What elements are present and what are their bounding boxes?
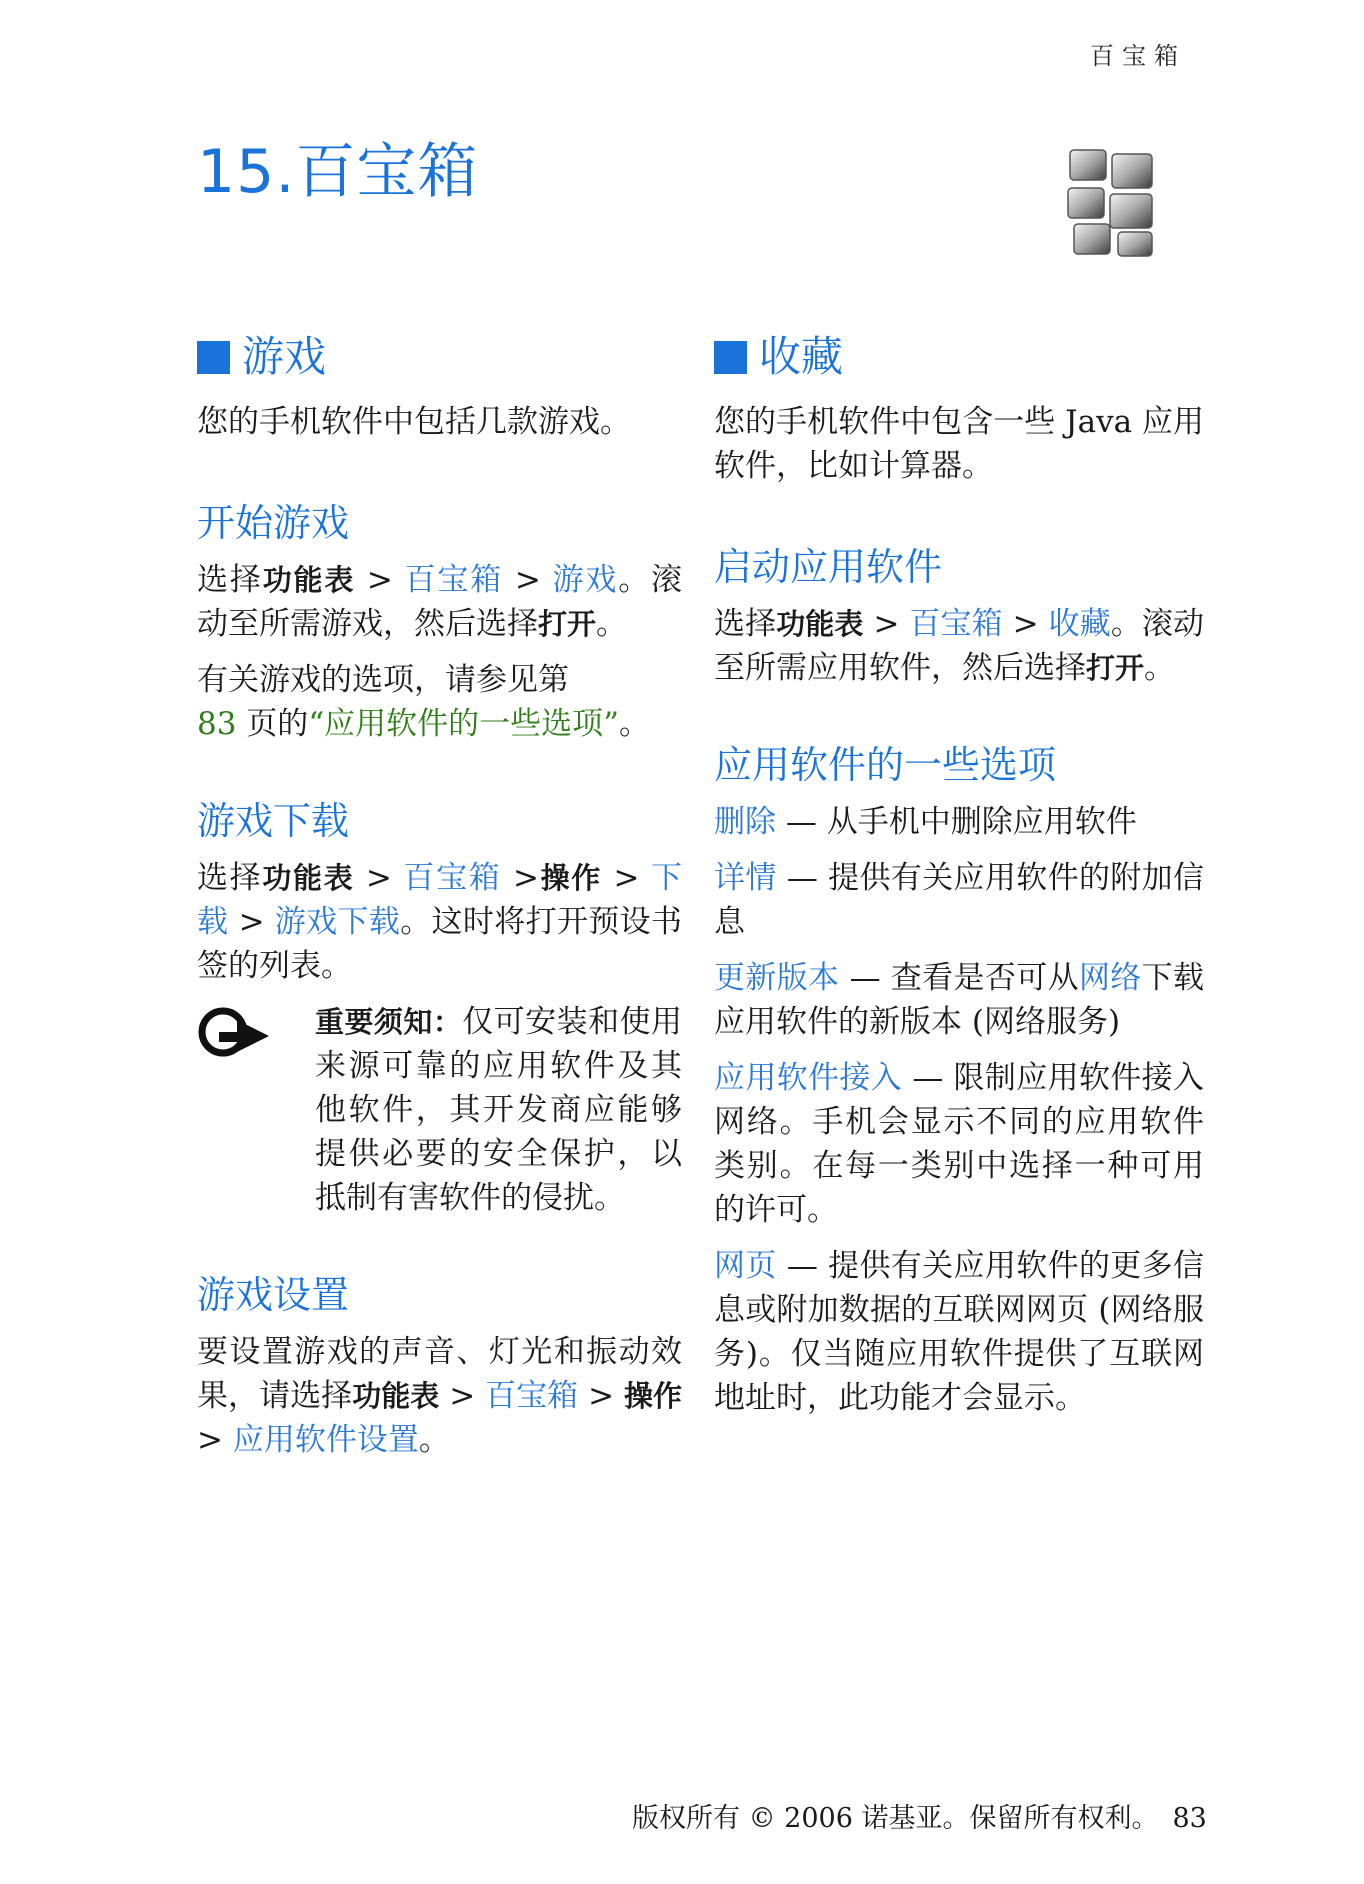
collection-intro: 您的手机软件中包含一些 Java 应用软件，比如计算器。 [714, 404, 1204, 484]
link-toolbox[interactable]: 百宝箱 [403, 860, 502, 896]
note-label: 重要须知： [315, 1005, 463, 1039]
option-details: 详情 — 提供有关应用软件的附加信息 [714, 860, 1205, 940]
option-term[interactable]: 删除 [714, 804, 776, 840]
game-download-steps: 选择功能表 > 百宝箱 >操作 > 下载 > 游戏下载。这时将打开预设书签的列表。 [197, 860, 683, 984]
running-header: 百宝箱 [1090, 42, 1186, 70]
start-game-steps: 选择功能表 > 百宝箱 > 游戏。滚动至所需游戏，然后选择打开。 [197, 562, 683, 642]
option-term[interactable]: 应用软件接入 [714, 1060, 903, 1096]
link-network[interactable]: 网络 [1078, 960, 1142, 996]
game-download-heading: 游戏下载 [197, 799, 350, 843]
link-toolbox[interactable]: 百宝箱 [909, 606, 1003, 642]
link-toolbox[interactable]: 百宝箱 [485, 1378, 579, 1414]
important-note [197, 1000, 682, 1232]
chapter-title [197, 124, 478, 210]
left-column [197, 328, 682, 1474]
link-toolbox[interactable]: 百宝箱 [404, 562, 504, 598]
menu-keyword: 功能表 [262, 563, 356, 597]
option-term[interactable]: 详情 [714, 860, 777, 896]
square-bullet-icon [197, 341, 230, 374]
link-app-settings[interactable]: 应用软件设置 [232, 1422, 419, 1458]
game-settings-heading: 游戏设置 [197, 1273, 350, 1317]
games-intro: 您的手机软件中包括几款游戏。 [197, 404, 631, 440]
open-keyword: 打开 [538, 607, 597, 641]
section-games-heading: 游戏 [197, 328, 682, 386]
chapter-name: 百宝箱 [295, 137, 479, 207]
link-game-download[interactable]: 游戏下载 [274, 904, 401, 940]
right-column [714, 328, 1204, 1432]
link-games[interactable]: 游戏 [552, 562, 619, 598]
game-options-reference: 有关游戏的选项，请参见第 83 页的“应用软件的一些选项”。 [197, 662, 651, 742]
option-web-page: 网页 — 提供有关应用软件的更多信息或附加数据的互联网网页 (网络服务)。仅当随应用软件提供了互联网地址时，此功能才会显示。 [714, 1248, 1205, 1416]
toolbox-grid-icon [1066, 148, 1160, 260]
page-footer [632, 1796, 1207, 1835]
square-bullet-icon [714, 341, 747, 374]
section-collection-heading: 收藏 [714, 328, 1204, 386]
copyright-text: 版权所有 © 2006 诺基亚。保留所有权利。 [632, 1803, 1159, 1834]
launch-app-steps: 选择功能表 > 百宝箱 > 收藏。滚动至所需应用软件，然后选择打开。 [714, 606, 1205, 686]
section-ref-link[interactable]: “应用软件的一些选项” [308, 706, 620, 742]
link-download[interactable]: 下载 [197, 860, 682, 940]
game-settings-steps: 要设置游戏的声音、灯光和振动效果，请选择功能表 > 百宝箱 > 操作 > 应用软件设置。 [197, 1334, 683, 1458]
app-options-heading: 应用软件的一些选项 [714, 743, 1057, 787]
link-collection[interactable]: 收藏 [1048, 606, 1111, 642]
important-notice-icon [197, 1000, 315, 1232]
option-term[interactable]: 更新版本 [714, 960, 840, 996]
page-ref-number[interactable]: 83 [197, 706, 237, 742]
important-note-text: 重要须知：仅可安装和使用来源可靠的应用软件及其他软件，其开发商应能够提供必要的安全保护，以抵制有害软件的侵扰。 [315, 1004, 682, 1216]
page-number: 83 [1172, 1803, 1207, 1834]
start-game-heading: 开始游戏 [197, 501, 350, 545]
chapter-number: 15. [197, 137, 296, 207]
option-delete: 删除 — 从手机中删除应用软件 [714, 804, 1137, 840]
option-app-access: 应用软件接入 — 限制应用软件接入网络。手机会显示不同的应用软件类别。在每一类别中选择一种可用的许可。 [714, 1060, 1205, 1228]
option-update: 更新版本 — 查看是否可从网络下载应用软件的新版本 (网络服务) [714, 960, 1205, 1040]
option-term[interactable]: 网页 [714, 1248, 777, 1284]
launch-app-heading: 启动应用软件 [714, 545, 943, 589]
